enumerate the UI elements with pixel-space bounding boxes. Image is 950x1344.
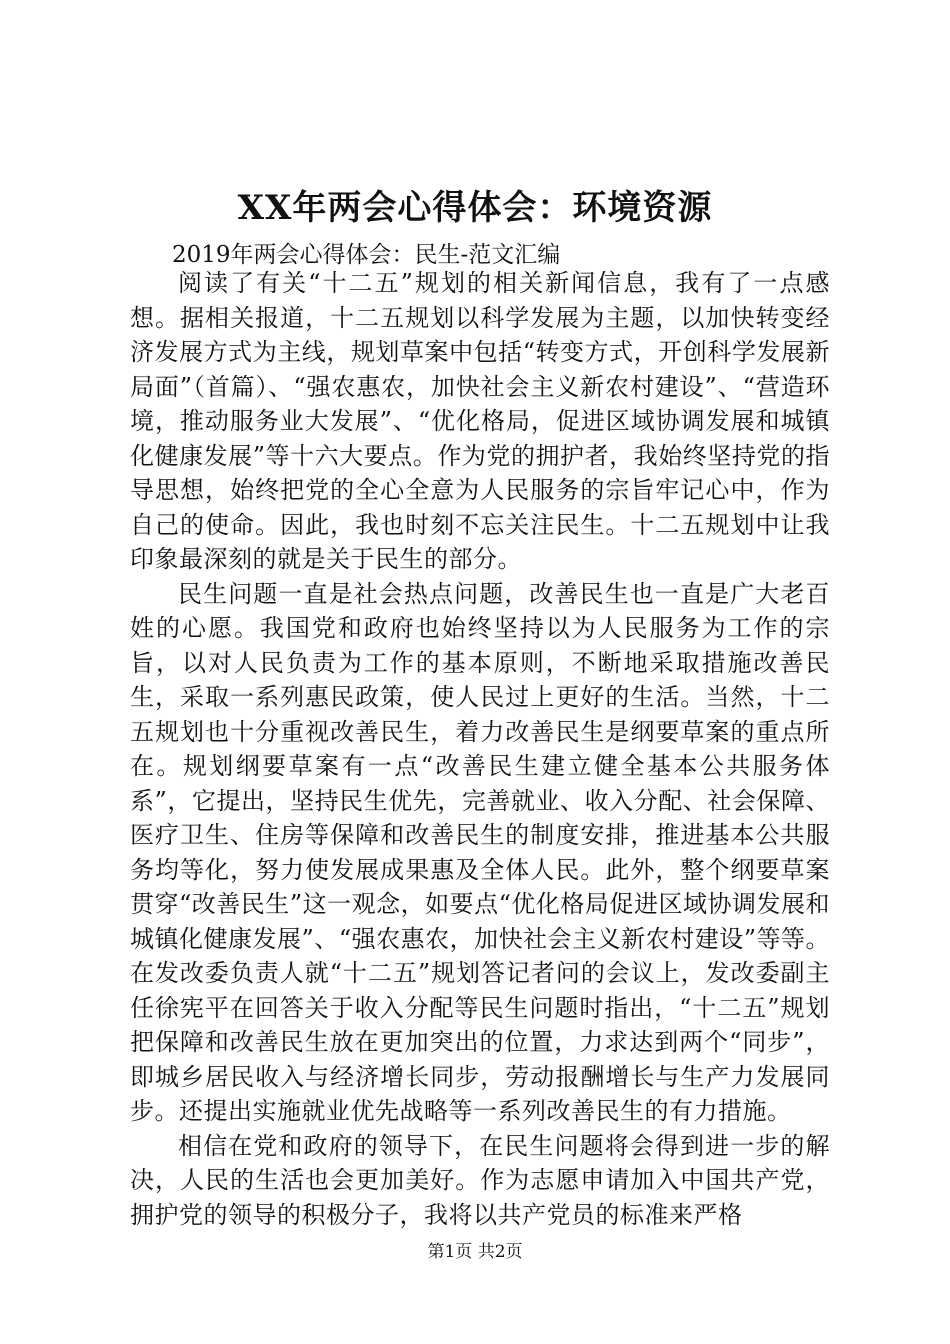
paragraph-3: 相信在党和政府的领导下，在民生问题将会得到进一步的解决，人民的生活也会更加美好。作为志愿申请加入中国共产党，拥护党的领导的积极分子，我将以共产党员的标准来严格 [130,1131,830,1229]
paragraph-1: 阅读了有关“十二五”规划的相关新闻信息，我有了一点感想。据相关报道，十二五规划以科学发展为主题，以加快转变经济发展方式为主线，规划草案中包括“转变方式，开创科学发展新局面”（首篇）、“强农惠农，加快社会主义新农村建设”、“营造环境，推动服务业大发展”、“优化格局，促进区域协调发展和城镇化健康发展”等十六大要点。作为党的拥护者，我始终坚持党的指导思想，始终把党的全心全意为人民服务的宗旨牢记心中，作为自己的使命。因此，我也时刻不忘关注民生。十二五规划中让我印象最深刻的就是关于民生的部分。 [130,269,830,573]
document-body [130,266,830,1232]
document-title: XX年两会心得体会：环境资源 [237,188,713,228]
paragraph-2: 民生问题一直是社会热点问题，改善民生也一直是广大老百姓的心愿。我国党和政府也始终坚持以为人民服务为工作的宗旨，以对人民负责为工作的基本原则，不断地采取措施改善民生，采取一系列惠民政策，使人民过上更好的生活。当然，十二五规划也十分重视改善民生，着力改善民生是纲要草案的重点所在。规划纲要草案有一点“改善民生建立健全基本公共服务体系”，它提出，坚持民生优先，完善就业、收入分配、社会保障、医疗卫生、住房等保障和改善民生的制度安排，推进基本公共服务均等化，努力使发展成果惠及全体人民。此外，整个纲要草案贯穿“改善民生”这一观念，如要点“优化格局促进区域协调发展和城镇化健康发展”、“强农惠农，加快社会主义新农村建设”等等。在发改委负责人就“十二五”规划答记者问的会议上，发改委副主任徐宪平在回答关于收入分配等民生问题时指出，“十二五”规划把保障和改善民生放在更加突出的位置，力求达到两个“同步”，即城乡居民收入与经济增长同步，劳动报酬增长与生产力发展同步。还提出实施就业优先战略等一系列改善民生的有力措施。 [130,579,830,1125]
document-subtitle: 2019年两会心得体会：民生-范文汇编 [172,242,561,268]
page-number-footer: 第1页 共2页 [427,1242,523,1262]
